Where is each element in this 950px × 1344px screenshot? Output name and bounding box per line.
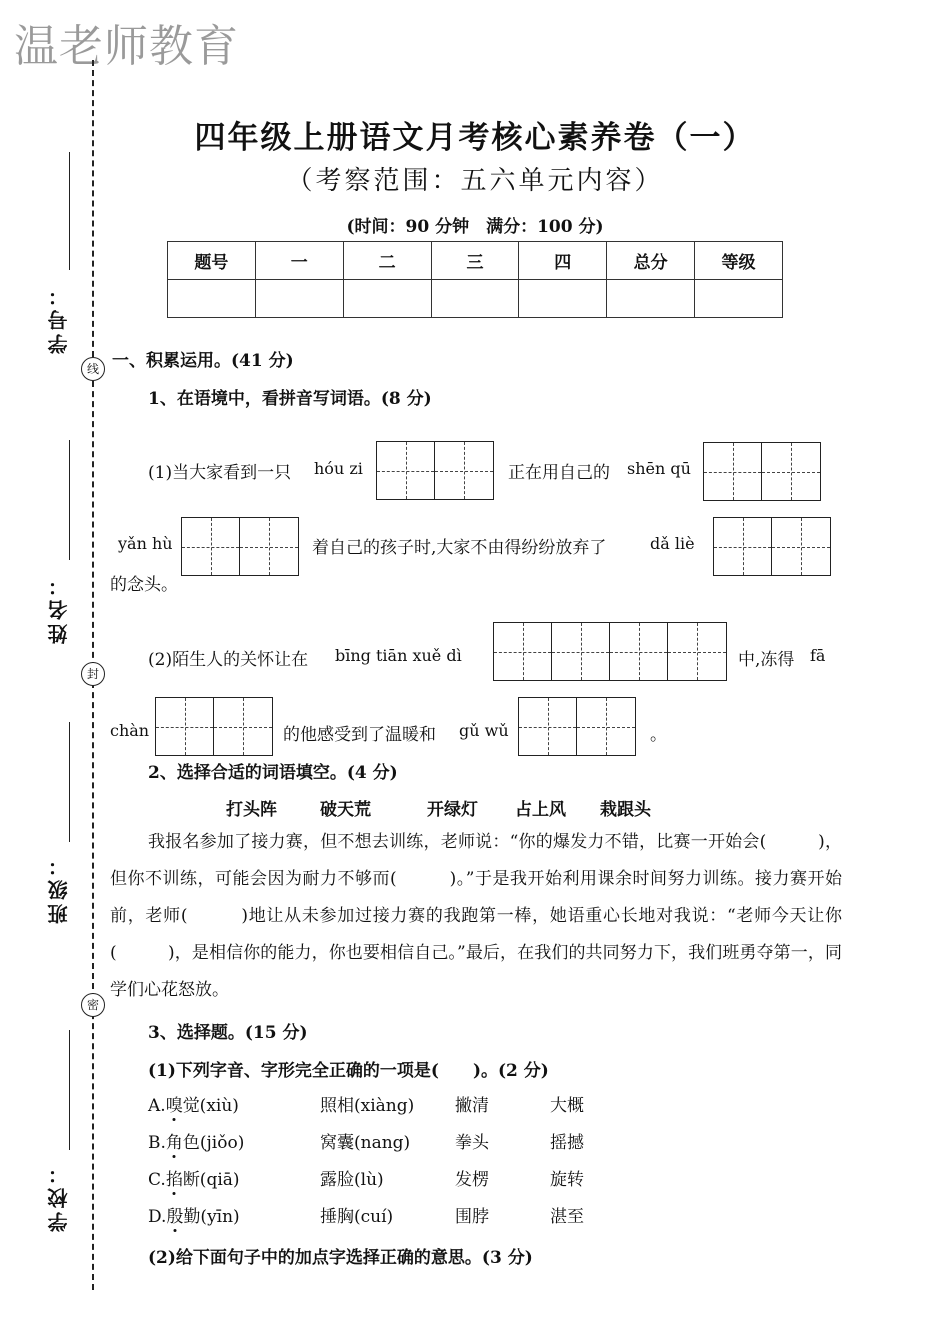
q1-sentence-part: (1)当大家看到一只 [148, 463, 292, 483]
q1-sentence-part: 着自己的孩子时,大家不由得纷纷放弃了 [312, 538, 607, 558]
score-header-cell: 四 [519, 242, 607, 280]
pinyin-shen-qu: shēn qū [627, 459, 691, 478]
option-a-word-2: 照相(xiàng) [320, 1096, 415, 1116]
answer-grid-yan-hu[interactable] [181, 517, 299, 576]
tianzige-cell[interactable] [156, 698, 214, 755]
dotted-char: 角 [166, 1128, 183, 1153]
answer-grid-shen-qu[interactable] [703, 442, 821, 501]
pinyin-fa: fā [810, 646, 826, 665]
score-header-cell: 题号 [168, 242, 256, 280]
score-table-header-row [168, 242, 783, 280]
score-entry-cell[interactable] [343, 280, 431, 318]
option-b-word-2: 窝囊(nang) [320, 1133, 411, 1153]
answer-grid-bing-tian-xue-di[interactable] [493, 622, 727, 681]
school-line [69, 1030, 70, 1150]
tianzige-cell[interactable] [494, 623, 552, 680]
option-d-word-3: 围脖 [455, 1207, 489, 1227]
word-option: 开绿灯 [427, 800, 478, 820]
class-label: 班级： [47, 852, 71, 924]
cut-mark-xian: 线 [81, 357, 105, 381]
tianzige-cell[interactable] [610, 623, 668, 680]
tianzige-cell[interactable] [552, 623, 610, 680]
score-header-cell: 等级 [695, 242, 783, 280]
time-and-score-info: (时间：90 分钟 满分：100 分) [346, 217, 604, 237]
answer-grid-gu-wu[interactable] [518, 697, 636, 756]
option-b-word-3: 拳头 [455, 1133, 489, 1153]
option-text: 觉(xiù) [182, 1096, 239, 1116]
name-label: 姓名： [47, 572, 71, 644]
cut-mark-mi: 密 [81, 993, 105, 1017]
tianzige-cell[interactable] [240, 518, 298, 575]
fill-in-paragraph: 我报名参加了接力赛，但不想去训练，老师说：“你的爆发力不错，比赛一开始会( )，但你不训练，可能会因为耐力不够而( )。”于是我开始利用课余时间努力训练。接力赛开始前，老师( )地让从未参加过接力赛的我跑第一棒，她语重心长地对我说：“老师今天让你( )，是相信你的能力，你也要相信自己。”最后，在我们的共同努力下，我们班勇夺第一，同学们心花怒放。 [110, 832, 842, 1000]
tianzige-cell[interactable] [772, 518, 830, 575]
pinyin-hou-zi: hóu zi [314, 459, 363, 478]
word-option: 破天荒 [320, 800, 371, 820]
question-3-2-prompt: (2)给下面句子中的加点字选择正确的意思。(3 分) [148, 1248, 533, 1268]
q1-sentence-part: 的念头。 [110, 575, 178, 595]
option-text: 色(jiǒo) [182, 1133, 245, 1153]
score-header-cell: 总分 [607, 242, 695, 280]
score-table [167, 241, 783, 318]
score-header-cell: 二 [343, 242, 431, 280]
q1-sentence-part: 的他感受到了温暖和 [283, 725, 436, 745]
option-d-word-2: 捶胸(cuí) [320, 1207, 394, 1227]
tianzige-cell[interactable] [762, 443, 820, 500]
q1-sentence-part: (2)陌生人的关怀让在 [148, 650, 309, 670]
tianzige-cell[interactable] [519, 698, 577, 755]
score-entry-cell[interactable] [607, 280, 695, 318]
tianzige-cell[interactable] [668, 623, 726, 680]
name-line [69, 440, 70, 560]
option-b-word-4: 摇撼 [550, 1133, 584, 1153]
tianzige-cell[interactable] [577, 698, 635, 755]
option-c-word-3: 发楞 [455, 1170, 489, 1190]
tianzige-cell[interactable] [704, 443, 762, 500]
option-label: A. [148, 1096, 166, 1116]
option-a[interactable] [148, 1091, 239, 1116]
word-option: 栽跟头 [600, 800, 651, 820]
option-label: D. [148, 1207, 167, 1227]
tianzige-cell[interactable] [214, 698, 272, 755]
score-entry-cell[interactable] [431, 280, 519, 318]
question-1-title: 1、在语境中，看拼音写词语。(8 分) [148, 389, 432, 409]
word-option: 打头阵 [226, 800, 277, 820]
option-c[interactable] [148, 1165, 240, 1190]
page-subtitle: （考察范围：五六单元内容） [286, 166, 664, 196]
answer-grid-fa-chan[interactable] [155, 697, 273, 756]
score-header-cell: 三 [431, 242, 519, 280]
option-a-word-3: 撇清 [455, 1096, 489, 1116]
option-b[interactable] [148, 1128, 244, 1153]
score-entry-cell[interactable] [519, 280, 607, 318]
option-c-word-2: 露脸(lù) [320, 1170, 384, 1190]
pinyin-gu-wu: gǔ wǔ [459, 721, 509, 740]
dotted-char: 嗅 [166, 1091, 183, 1116]
score-header-cell: 一 [255, 242, 343, 280]
option-d-word-4: 湛至 [550, 1207, 584, 1227]
answer-grid-da-lie[interactable] [713, 517, 831, 576]
class-line [69, 722, 70, 842]
page-title: 四年级上册语文月考核心素养卷（一） [194, 120, 756, 156]
option-text: 断(qiā) [182, 1170, 240, 1190]
score-entry-cell[interactable] [695, 280, 783, 318]
score-table-entry-row[interactable] [168, 280, 783, 318]
tianzige-cell[interactable] [377, 442, 435, 499]
tianzige-cell[interactable] [714, 518, 772, 575]
section-1-title: 一、积累运用。(41 分) [112, 351, 294, 371]
option-c-word-4: 旋转 [550, 1170, 584, 1190]
q1-sentence-part: 正在用自己的 [508, 463, 610, 483]
question-3-title: 3、选择题。(15 分) [148, 1023, 308, 1043]
dotted-char: 掐 [166, 1165, 183, 1190]
cut-mark-feng: 封 [81, 662, 105, 686]
option-label: B. [148, 1133, 166, 1153]
score-entry-cell[interactable] [168, 280, 256, 318]
answer-grid-hou-zi[interactable] [376, 441, 494, 500]
dotted-char: 殷 [166, 1202, 183, 1227]
q1-sentence-part: 中,冻得 [738, 650, 795, 670]
option-a-word-4: 大概 [550, 1096, 584, 1116]
q1-sentence-part: 。 [650, 725, 667, 745]
student-id-label: 学号： [47, 282, 71, 354]
pinyin-yan-hu: yǎn hù [118, 534, 173, 553]
score-entry-cell[interactable] [255, 280, 343, 318]
option-d[interactable] [148, 1202, 240, 1227]
tianzige-cell[interactable] [435, 442, 493, 499]
tianzige-cell[interactable] [182, 518, 240, 575]
pinyin-da-lie: dǎ liè [650, 534, 695, 553]
pinyin-bing-tian-xue-di: bīng tiān xuě dì [335, 646, 462, 665]
pinyin-chan: chàn [110, 721, 150, 740]
question-3-1-prompt: (1)下列字音、字形完全正确的一项是( )。(2 分) [148, 1061, 549, 1081]
school-label: 学校： [47, 1160, 71, 1232]
watermark-text: 温老师教育 [14, 21, 239, 72]
option-label: C. [148, 1170, 166, 1190]
option-text: 勤(yīn) [183, 1207, 240, 1227]
question-2-title: 2、选择合适的词语填空。(4 分) [148, 763, 398, 783]
word-option: 占上风 [515, 800, 566, 820]
